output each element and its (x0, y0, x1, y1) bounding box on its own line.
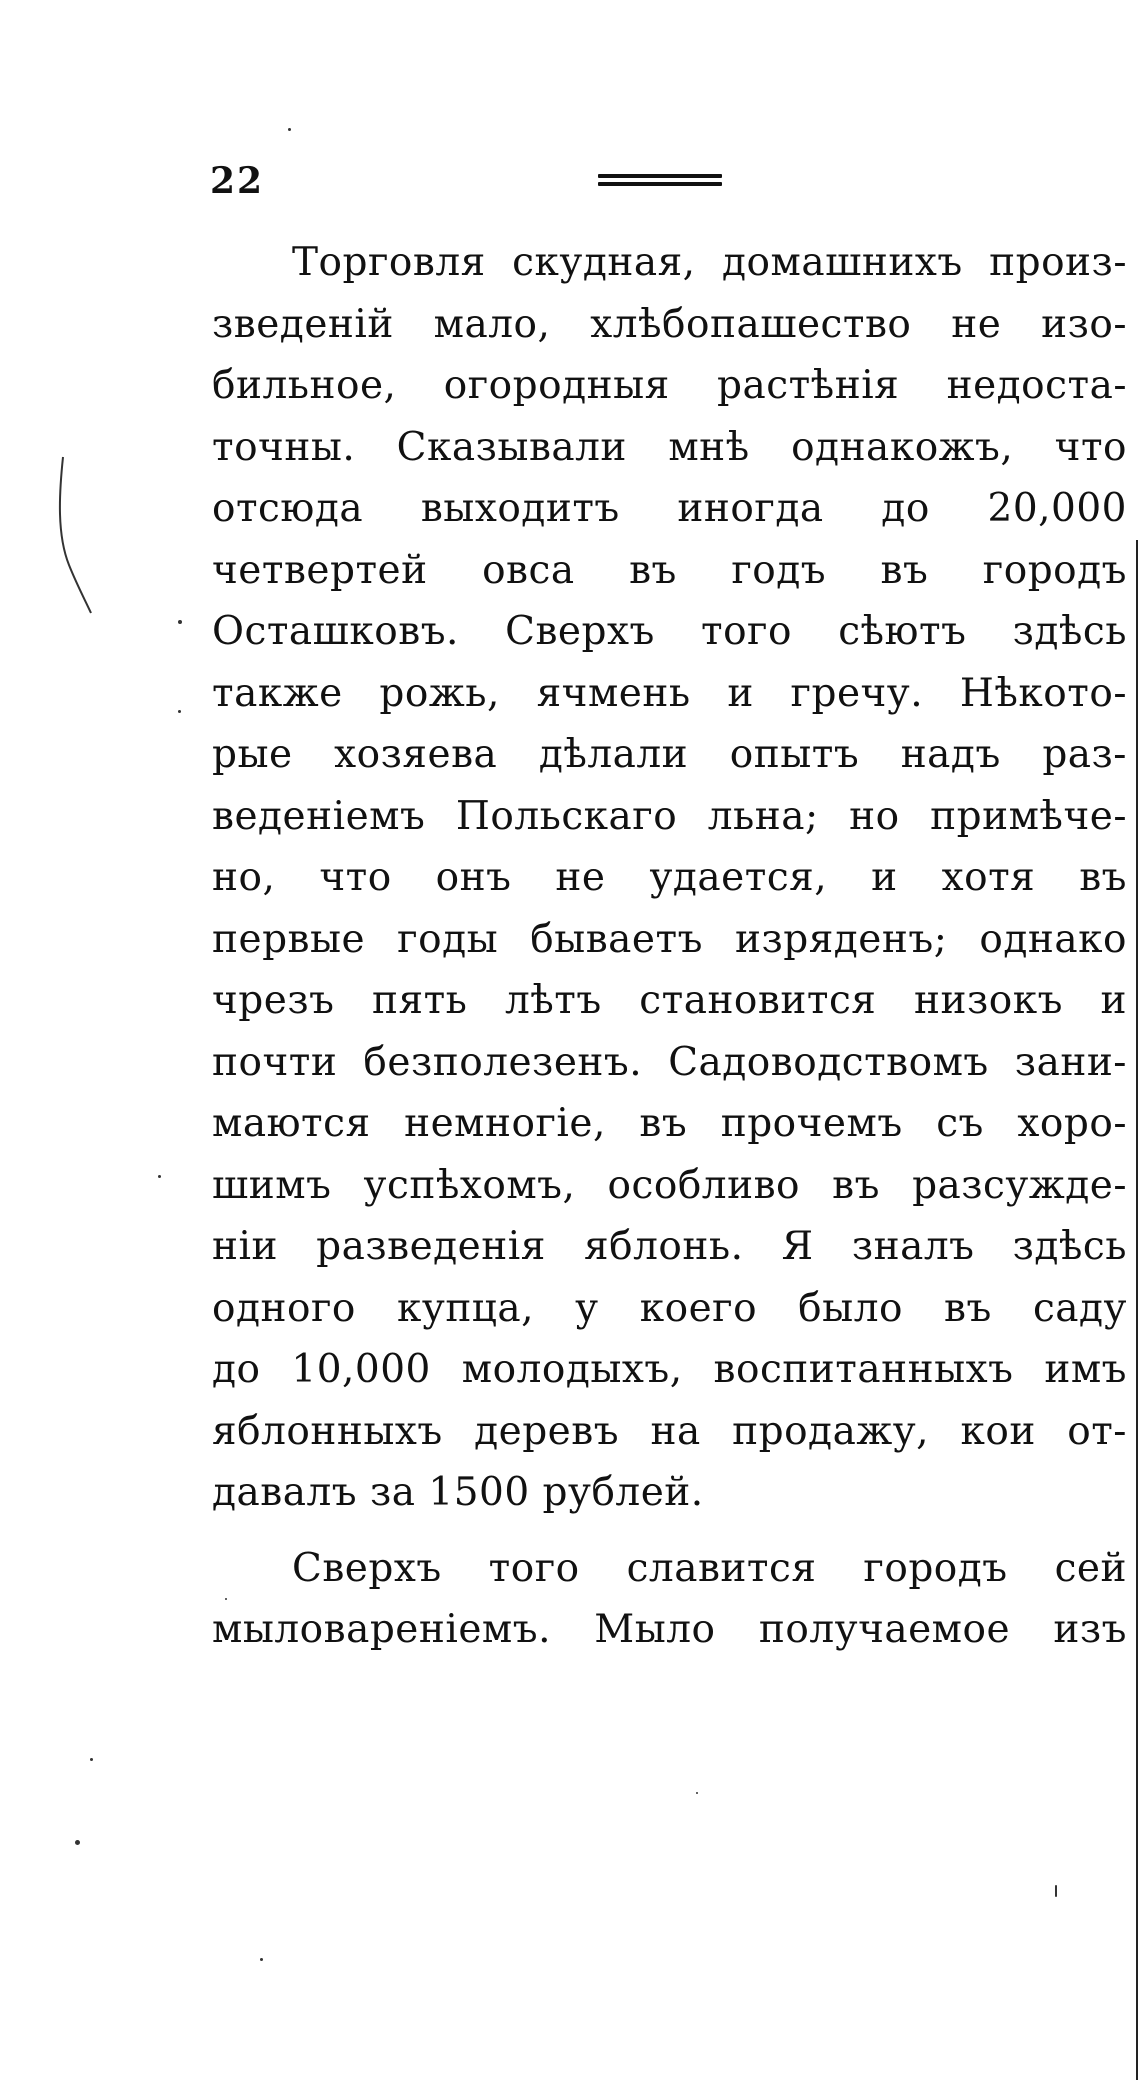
text-line: отсюда выходитъ иногда до 20,000 (212, 486, 1127, 531)
page-edge-shadow (1136, 540, 1138, 2080)
scan-speck (178, 710, 181, 713)
text-line: чрезъ пять лѣтъ становится низокъ и (212, 978, 1127, 1023)
text-line: бильное, огородныя растѣнія недоста- (212, 363, 1127, 408)
text-line: яблонныхъ деревъ на продажу, кои от- (212, 1408, 1127, 1454)
body-text (212, 232, 1127, 1661)
text-line: ніи разведенія яблонь. Я зналъ здѣсь (212, 1224, 1127, 1269)
scan-speck (260, 1958, 263, 1961)
header-rule-line (598, 174, 722, 178)
scan-speck (158, 1175, 161, 1178)
margin-pencil-stroke (55, 455, 95, 615)
scan-speck (90, 1758, 93, 1761)
text-line: шимъ успѣхомъ, особливо въ разсужде- (212, 1162, 1127, 1208)
text-line: веденіемъ Польскаго льна; но примѣче- (212, 793, 1127, 839)
page-number: 22 (210, 160, 265, 202)
text-line: Торговля скудная, домашнихъ произ- (292, 240, 1127, 285)
text-line: до 10,000 молодыхъ, воспитанныхъ имъ (212, 1347, 1127, 1392)
text-line: но, что онъ не удается, и хотя въ (212, 855, 1127, 900)
text-line: Сверхъ того славится городъ сей (292, 1545, 1127, 1591)
header-ornament-rule (598, 174, 722, 190)
scan-speck (696, 1792, 698, 1794)
text-line: маются немногіе, въ прочемъ съ хоро- (212, 1101, 1127, 1146)
text-line: давалъ за 1500 рублей. (212, 1470, 704, 1515)
scan-speck (1055, 1885, 1057, 1897)
scan-speck (288, 128, 291, 131)
text-line: одного купца, у коего было въ саду (212, 1285, 1127, 1331)
text-line: первые годы бываетъ изряденъ; однако (212, 916, 1127, 962)
text-line: четвертей овса въ годъ въ городъ (212, 547, 1127, 593)
text-line: рые хозяева дѣлали опытъ надъ раз- (212, 732, 1127, 777)
scan-speck (178, 620, 182, 624)
text-line: почти безполезенъ. Садоводствомъ зани- (212, 1039, 1127, 1085)
text-line: точны. Сказывали мнѣ однакожъ, что (212, 424, 1127, 470)
text-line: зведеній мало, хлѣбопашество не изо- (212, 301, 1127, 347)
text-line: мыловареніемъ. Мыло получаемое изъ (212, 1607, 1127, 1652)
header-rule-line (598, 182, 722, 186)
paragraph-gap (212, 1524, 1127, 1538)
scan-speck (225, 1598, 227, 1600)
text-line: также рожь, ячмень и гречу. Нѣкото- (212, 670, 1127, 716)
text-line: Осташковъ. Сверхъ того сѣютъ здѣсь (212, 609, 1127, 654)
scan-speck (75, 1840, 80, 1845)
